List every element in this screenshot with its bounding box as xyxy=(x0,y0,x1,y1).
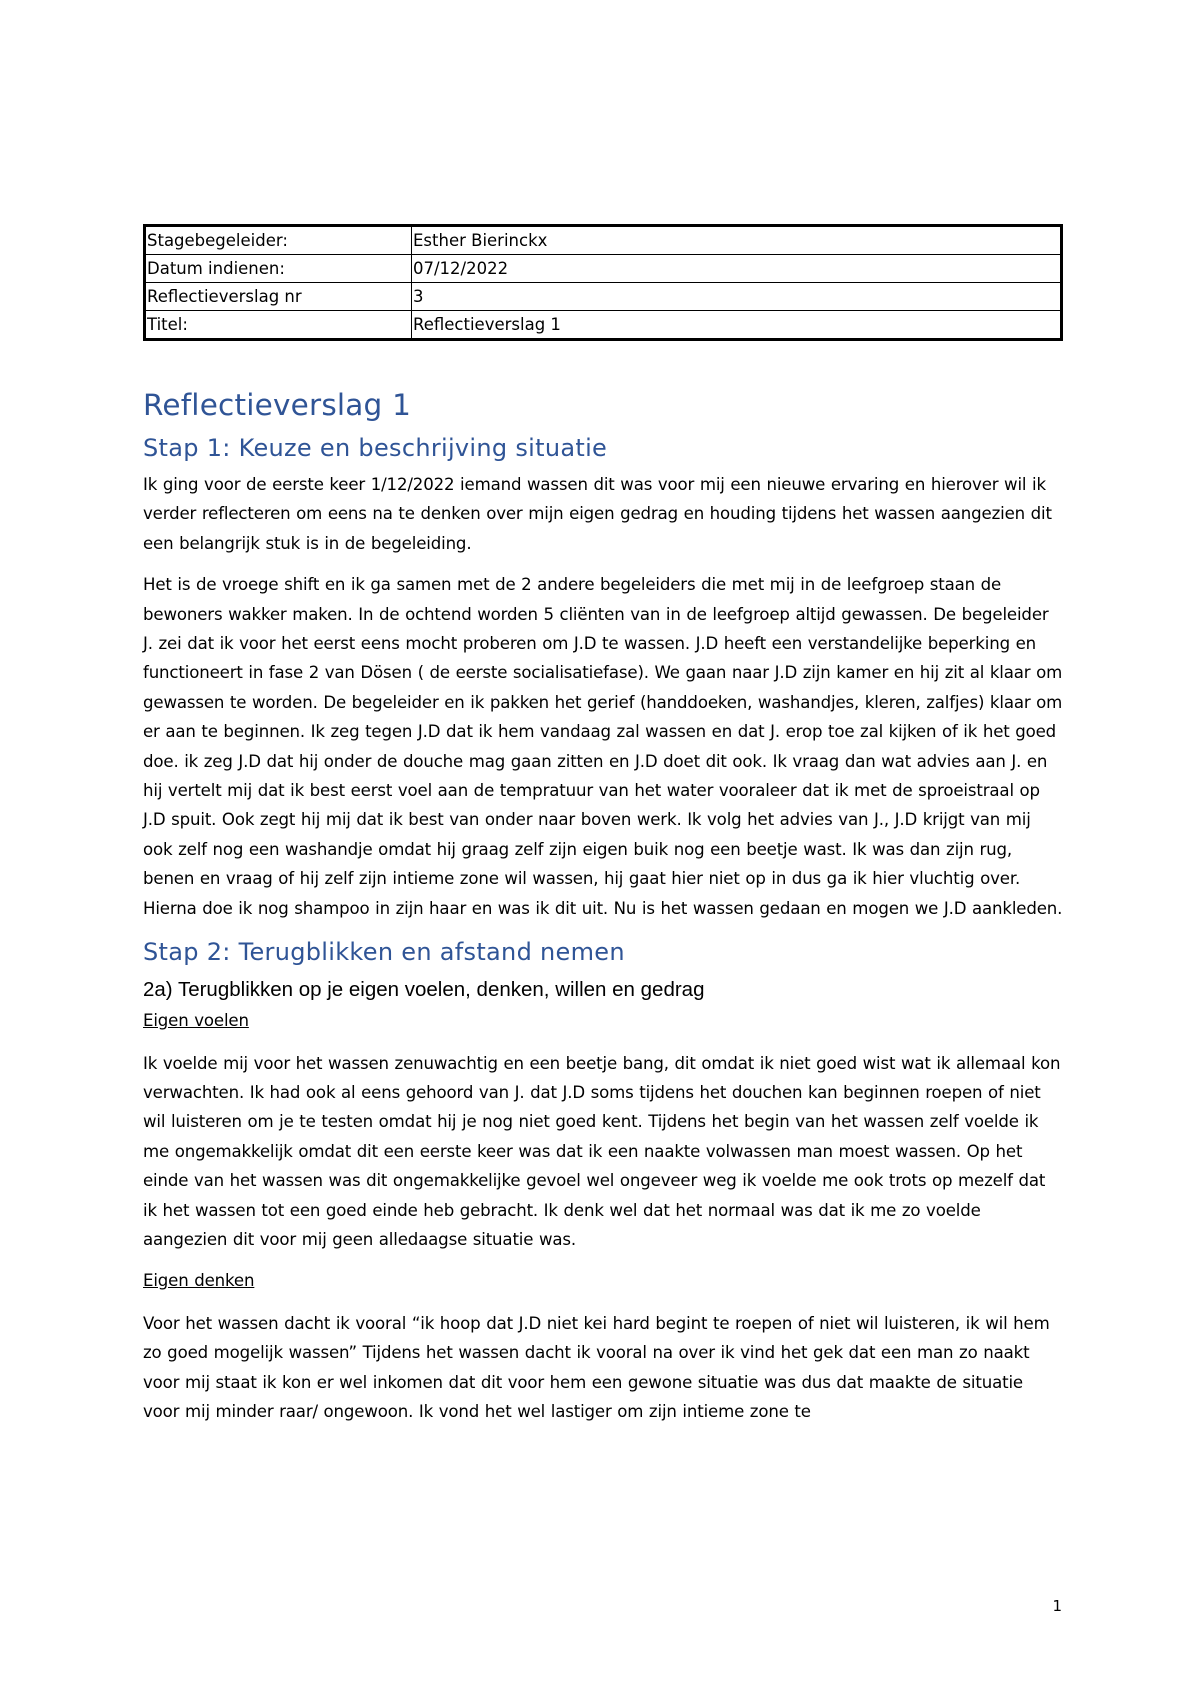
meta-label: Titel: xyxy=(145,311,412,340)
meta-value: Esther Bierinckx xyxy=(412,226,1062,255)
step2-subheading: 2a) Terugblikken op je eigen voelen, denken, willen en gedrag xyxy=(143,978,705,1002)
meta-row xyxy=(145,226,1062,255)
step1-paragraph: Het is de vroege shift en ik ga samen met de 2 andere begeleiders die met mij in de leefgroep staan de bewoners wakker maken. In de ochtend worden 5 cliënten van in de leefgroep altijd gewassen. De begeleider J. zei dat ik voor het eerst eens mocht proberen om J.D te wassen. J.D heeft een verstandelijke beperking en functioneert in fase 2 van Dösen ( de eerste socialisatiefase). We gaan naar J.D zijn kamer en hij zit al klaar om gewassen te worden. De begeleider en ik pakken het gerief (handdoeken, washandjes, kleren, zalfjes) klaar om er aan te beginnen. Ik zeg tegen J.D dat ik hem vandaag zal wassen en dat J. erop toe zal kijken of ik het goed doe. ik zeg J.D dat hij onder de douche mag gaan zitten en J.D doet dit ook. Ik vraag dan wat advies aan J. en hij vertelt mij dat ik best eerst voel aan de tempratuur van het water vooraleer dat ik met de sproeistraal op J.D spuit. Ook zegt hij mij dat ik best van onder naar boven werk. Ik volg het advies van J., J.D krijgt van mij ook zelf nog een washandje omdat hij graag zelf zijn eigen buik nog een beetje wast. Ik was dan zijn rug, benen en vraag of hij zelf zijn intieme zone wil wassen, hij gaat hier niet op in dus ga ik hier vluchtig over. Hierna doe ik nog shampoo in zijn haar en was ik dit uit. Nu is het wassen gedaan en mogen we J.D aankleden. xyxy=(143,575,1063,918)
meta-label: Reflectieverslag nr xyxy=(145,283,412,311)
meta-table xyxy=(143,224,1063,341)
meta-label: Datum indienen: xyxy=(145,255,412,283)
thinking-paragraph: Voor het wassen dacht ik vooral “ik hoop dat J.D niet kei hard begint te roepen of niet wil luisteren, ik wil hem zo goed mogelijk wassen” Tijdens het wassen dacht ik vooral na over ik vind het gek dat een man zo naakt voor mij staat ik kon er wel inkomen dat dit voor hem een gewone situatie was dus dat maakte de situatie voor mij minder raar/ ongewoon. Ik vond het wel lastiger om zijn intieme zone te xyxy=(143,1313,1050,1421)
step1-paragraph: Ik ging voor de eerste keer 1/12/2022 iemand wassen dit was voor mij een nieuwe ervaring en hierover wil ik verder reflecteren om eens na te denken over mijn eigen gedrag en houding tijdens het wassen aangezien dit een belangrijk stuk is in de begeleiding. xyxy=(143,475,1052,553)
meta-row xyxy=(145,311,1062,340)
page-number: 1 xyxy=(1052,1597,1062,1615)
document-content xyxy=(143,224,1063,1438)
meta-value: 07/12/2022 xyxy=(412,255,1062,283)
meta-value: 3 xyxy=(412,283,1062,311)
feelings-label: Eigen voelen xyxy=(143,1011,249,1031)
step2-heading: Stap 2: Terugblikken en afstand nemen xyxy=(143,938,625,967)
feelings-paragraph: Ik voelde mij voor het wassen zenuwachtig en een beetje bang, dit omdat ik niet goed wist wat ik allemaal kon verwachten. Ik had ook al eens gehoord van J. dat J.D soms tijdens het douchen kan beginnen roepen of niet wil luisteren om je te testen omdat hij je nog niet goed kent. Tijdens het begin van het wassen zelf voelde ik me ongemakkelijk omdat dit een eerste keer was dat ik een naakte volwassen man moest wassen. Op het einde van het wassen was dit ongemakkelijke gevoel wel ongeveer weg ik voelde me ook trots op mezelf dat ik het wassen tot een goed einde heb gebracht. Ik denk wel dat het normaal was dat ik me zo voelde aangezien dit voor mij geen alledaagse situatie was. xyxy=(143,1053,1061,1249)
meta-value: Reflectieverslag 1 xyxy=(412,311,1062,340)
meta-row xyxy=(145,255,1062,283)
step1-heading: Stap 1: Keuze en beschrijving situatie xyxy=(143,434,608,462)
thinking-label: Eigen denken xyxy=(143,1271,255,1291)
meta-row xyxy=(145,283,1062,311)
document-title: Reflectieverslag 1 xyxy=(143,388,412,422)
meta-label: Stagebegeleider: xyxy=(145,226,412,255)
